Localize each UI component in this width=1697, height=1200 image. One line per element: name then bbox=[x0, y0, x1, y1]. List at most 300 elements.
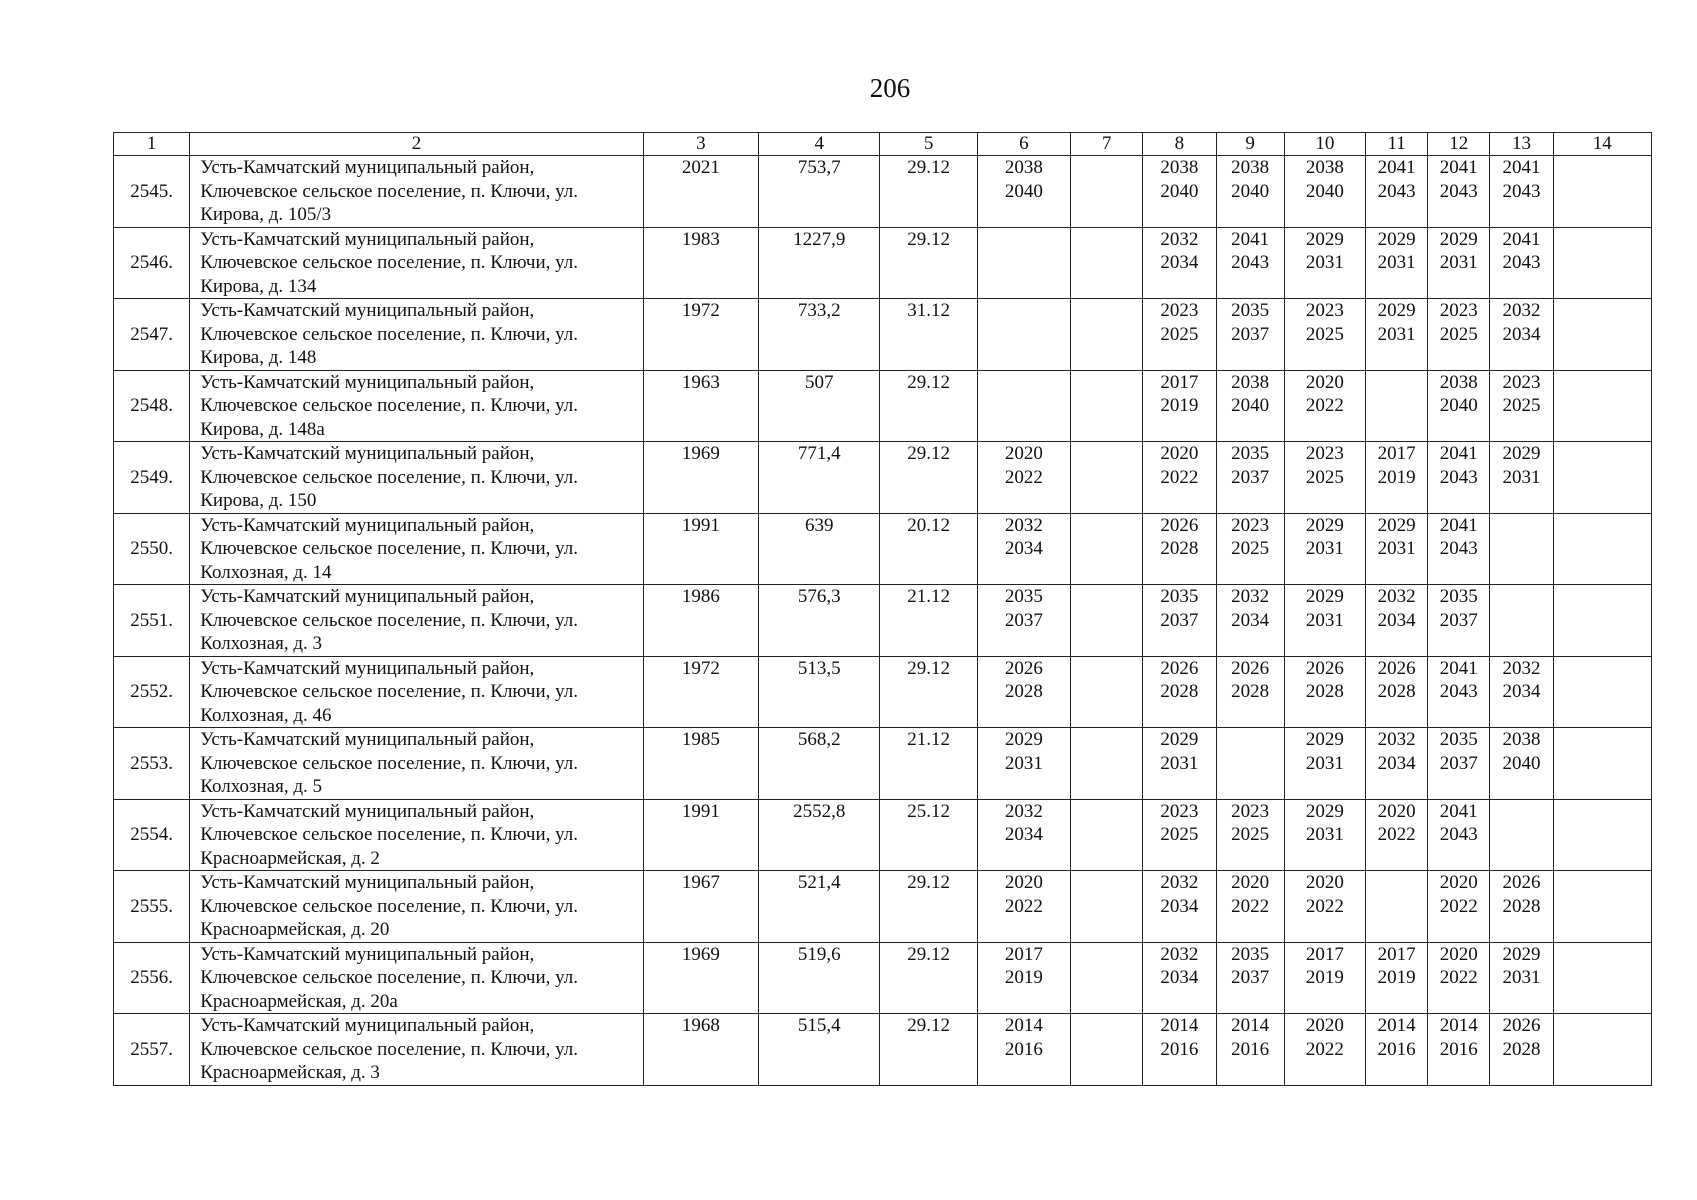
c12-line: 2037 bbox=[1439, 752, 1478, 774]
period-cell-c6 bbox=[977, 156, 1070, 228]
area-cell: 2552,8 bbox=[759, 799, 880, 871]
c8-line: 2028 bbox=[1160, 681, 1199, 702]
year-cell: 1969 bbox=[643, 442, 758, 514]
period-cell-c12 bbox=[1428, 513, 1490, 585]
area-cell: 576,3 bbox=[759, 585, 880, 657]
addr-line: Колхозная, д. 3 bbox=[200, 633, 322, 654]
date-cell: 25.12 bbox=[880, 799, 977, 871]
c11-line: 2041 bbox=[1377, 157, 1416, 178]
addr-line: Кирова, д. 148а bbox=[200, 418, 325, 440]
period-cell-c7 bbox=[1071, 942, 1143, 1014]
area-cell: 753,7 bbox=[759, 156, 880, 228]
address-cell bbox=[190, 370, 643, 442]
c8-line: 2031 bbox=[1160, 752, 1199, 774]
c6-line: 2019 bbox=[1004, 967, 1043, 988]
addr-line: Ключевское сельское поселение, п. Ключи, ул. bbox=[200, 395, 579, 416]
c11-line: 2029 bbox=[1377, 514, 1416, 536]
table-row bbox=[114, 442, 1652, 514]
addr-line: Усть-Камчатский муниципальный район, bbox=[200, 443, 535, 464]
period-cell-c6 bbox=[977, 728, 1070, 800]
c13-line: 2028 bbox=[1502, 1038, 1541, 1060]
address-cell bbox=[190, 299, 643, 371]
addr-line: Ключевское сельское поселение, п. Ключи, ул. bbox=[200, 323, 579, 345]
c10-line: 2025 bbox=[1305, 466, 1344, 488]
area-cell: 519,6 bbox=[759, 942, 880, 1014]
c6-line: 2037 bbox=[1004, 609, 1043, 631]
area-cell: 507 bbox=[759, 370, 880, 442]
area-cell: 521,4 bbox=[759, 871, 880, 943]
period-cell-c8 bbox=[1143, 227, 1216, 299]
period-cell-c6 bbox=[977, 1014, 1070, 1086]
c9-line: 2020 bbox=[1231, 872, 1270, 893]
c8-line: 2035 bbox=[1160, 586, 1199, 607]
c6-line: 2029 bbox=[1004, 729, 1043, 750]
table-row bbox=[114, 156, 1652, 228]
c12-line: 2041 bbox=[1439, 657, 1478, 679]
c12-line: 2035 bbox=[1439, 729, 1478, 750]
header-cell-2: 2 bbox=[190, 133, 643, 156]
period-cell-c8 bbox=[1143, 513, 1216, 585]
period-cell-c8 bbox=[1143, 156, 1216, 228]
address-cell bbox=[190, 799, 643, 871]
period-cell-c7 bbox=[1071, 227, 1143, 299]
date-cell: 29.12 bbox=[880, 156, 977, 228]
c8-line: 2026 bbox=[1160, 657, 1199, 679]
addr-line: Ключевское сельское поселение, п. Ключи, ул. bbox=[200, 609, 579, 631]
c8-line: 2034 bbox=[1160, 967, 1199, 988]
c10-line: 2022 bbox=[1305, 395, 1344, 416]
period-cell-c14 bbox=[1553, 156, 1651, 228]
c12-line: 2041 bbox=[1439, 514, 1478, 536]
period-cell-c8 bbox=[1143, 442, 1216, 514]
header-cell-6: 6 bbox=[977, 133, 1070, 156]
addr-line: Усть-Камчатский муниципальный район, bbox=[200, 514, 535, 536]
c9-line: 2028 bbox=[1231, 681, 1270, 702]
period-cell-c11 bbox=[1366, 799, 1428, 871]
c6-line: 2040 bbox=[1004, 180, 1043, 202]
period-cell-c13 bbox=[1490, 227, 1553, 299]
c10-line: 2031 bbox=[1305, 252, 1344, 273]
c9-line: 2025 bbox=[1231, 824, 1270, 845]
c12-line: 2037 bbox=[1439, 609, 1478, 631]
address-cell bbox=[190, 1014, 643, 1086]
c9-line: 2032 bbox=[1231, 586, 1270, 607]
c6-line: 2026 bbox=[1004, 657, 1043, 679]
period-cell-c12 bbox=[1428, 1014, 1490, 1086]
header-cell-12: 12 bbox=[1428, 133, 1490, 156]
address-cell bbox=[190, 585, 643, 657]
c9-line: 2038 bbox=[1231, 371, 1270, 393]
header-cell-11: 11 bbox=[1366, 133, 1428, 156]
period-cell-c11 bbox=[1366, 156, 1428, 228]
c9-line: 2035 bbox=[1231, 943, 1270, 965]
c12-line: 2043 bbox=[1439, 681, 1478, 702]
addr-line: Красноармейская, д. 2 bbox=[200, 847, 380, 869]
period-cell-c13 bbox=[1490, 585, 1553, 657]
period-cell-c14 bbox=[1553, 299, 1651, 371]
date-cell: 29.12 bbox=[880, 227, 977, 299]
row-number: 2551. bbox=[114, 585, 190, 657]
c10-line: 2031 bbox=[1305, 538, 1344, 559]
period-cell-c11 bbox=[1366, 370, 1428, 442]
address-cell bbox=[190, 871, 643, 943]
c12-line: 2031 bbox=[1439, 252, 1478, 273]
period-cell-c14 bbox=[1553, 942, 1651, 1014]
c8-line: 2019 bbox=[1160, 395, 1199, 416]
c9-line: 2040 bbox=[1231, 180, 1270, 202]
date-cell: 29.12 bbox=[880, 1014, 977, 1086]
year-cell: 1963 bbox=[643, 370, 758, 442]
c6-line: 2020 bbox=[1004, 872, 1043, 893]
c8-line: 2016 bbox=[1160, 1038, 1199, 1060]
header-cell-3: 3 bbox=[643, 133, 758, 156]
c11-line: 2032 bbox=[1377, 729, 1416, 750]
period-cell-c13 bbox=[1490, 299, 1553, 371]
date-cell: 21.12 bbox=[880, 585, 977, 657]
period-cell-c7 bbox=[1071, 871, 1143, 943]
c8-line: 2037 bbox=[1160, 609, 1199, 631]
c9-line: 2037 bbox=[1231, 967, 1270, 988]
c13-line: 2031 bbox=[1502, 967, 1541, 988]
period-cell-c14 bbox=[1553, 799, 1651, 871]
c9-line: 2035 bbox=[1231, 300, 1270, 321]
addr-line: Кирова, д. 134 bbox=[200, 275, 317, 297]
c12-line: 2035 bbox=[1439, 586, 1478, 607]
c6-line: 2028 bbox=[1004, 681, 1043, 702]
c8-line: 2032 bbox=[1160, 943, 1199, 965]
table-row bbox=[114, 799, 1652, 871]
addr-line: Усть-Камчатский муниципальный район, bbox=[200, 371, 535, 393]
c12-line: 2023 bbox=[1439, 300, 1478, 321]
c13-line: 2028 bbox=[1502, 895, 1541, 917]
period-cell-c6 bbox=[977, 656, 1070, 728]
period-cell-c10 bbox=[1284, 871, 1365, 943]
row-number: 2553. bbox=[114, 728, 190, 800]
c12-line: 2043 bbox=[1439, 180, 1478, 202]
date-cell: 29.12 bbox=[880, 871, 977, 943]
c6-line: 2035 bbox=[1004, 586, 1043, 607]
c8-line: 2028 bbox=[1160, 538, 1199, 559]
period-cell-c6 bbox=[977, 299, 1070, 371]
period-cell-c9 bbox=[1216, 942, 1284, 1014]
c11-line: 2014 bbox=[1377, 1015, 1416, 1036]
period-cell-c10 bbox=[1284, 585, 1365, 657]
c10-line: 2020 bbox=[1305, 872, 1344, 893]
year-cell: 1968 bbox=[643, 1014, 758, 1086]
addr-line: Ключевское сельское поселение, п. Ключи, ул. bbox=[200, 967, 579, 988]
c8-line: 2014 bbox=[1160, 1015, 1199, 1036]
addr-line: Кирова, д. 148 bbox=[200, 347, 317, 368]
period-cell-c8 bbox=[1143, 871, 1216, 943]
period-cell-c12 bbox=[1428, 942, 1490, 1014]
c6-line: 2034 bbox=[1004, 538, 1043, 559]
c6-line: 2038 bbox=[1004, 157, 1043, 178]
c10-line: 2029 bbox=[1305, 800, 1344, 822]
c11-line: 2019 bbox=[1377, 466, 1416, 488]
date-cell: 29.12 bbox=[880, 656, 977, 728]
period-cell-c10 bbox=[1284, 728, 1365, 800]
c10-line: 2025 bbox=[1305, 323, 1344, 345]
addr-line: Ключевское сельское поселение, п. Ключи, ул. bbox=[200, 681, 579, 702]
addr-line: Усть-Камчатский муниципальный район, bbox=[200, 657, 535, 679]
c8-line: 2032 bbox=[1160, 872, 1199, 893]
table-row bbox=[114, 1014, 1652, 1086]
c12-line: 2043 bbox=[1439, 538, 1478, 559]
header-cell-1: 1 bbox=[114, 133, 190, 156]
date-cell: 20.12 bbox=[880, 513, 977, 585]
c8-line: 2020 bbox=[1160, 443, 1199, 464]
c11-line: 2028 bbox=[1377, 681, 1416, 702]
c11-line: 2019 bbox=[1377, 967, 1416, 988]
c12-line: 2020 bbox=[1439, 872, 1478, 893]
period-cell-c6 bbox=[977, 871, 1070, 943]
period-cell-c7 bbox=[1071, 728, 1143, 800]
c11-line: 2031 bbox=[1377, 323, 1416, 345]
c12-line: 2022 bbox=[1439, 967, 1478, 988]
period-cell-c11 bbox=[1366, 656, 1428, 728]
period-cell-c10 bbox=[1284, 656, 1365, 728]
page-number: 206 bbox=[869, 73, 911, 103]
c12-line: 2016 bbox=[1439, 1038, 1478, 1060]
period-cell-c10 bbox=[1284, 299, 1365, 371]
row-number: 2557. bbox=[114, 1014, 190, 1086]
period-cell-c10 bbox=[1284, 513, 1365, 585]
period-cell-c13 bbox=[1490, 513, 1553, 585]
addr-line: Ключевское сельское поселение, п. Ключи, ул. bbox=[200, 538, 579, 559]
period-cell-c11 bbox=[1366, 585, 1428, 657]
c8-line: 2023 bbox=[1160, 300, 1199, 321]
c8-line: 2034 bbox=[1160, 895, 1199, 917]
area-cell: 639 bbox=[759, 513, 880, 585]
c10-line: 2022 bbox=[1305, 1038, 1344, 1060]
period-cell-c13 bbox=[1490, 442, 1553, 514]
table-row bbox=[114, 728, 1652, 800]
period-cell-c8 bbox=[1143, 942, 1216, 1014]
addr-line: Усть-Камчатский муниципальный район, bbox=[200, 586, 535, 607]
c6-line: 2032 bbox=[1004, 800, 1043, 822]
period-cell-c13 bbox=[1490, 799, 1553, 871]
c13-line: 2029 bbox=[1502, 443, 1541, 464]
area-cell: 513,5 bbox=[759, 656, 880, 728]
period-cell-c8 bbox=[1143, 728, 1216, 800]
period-cell-c11 bbox=[1366, 442, 1428, 514]
c12-line: 2038 bbox=[1439, 371, 1478, 393]
header-cell-13: 13 bbox=[1490, 133, 1553, 156]
period-cell-c10 bbox=[1284, 799, 1365, 871]
c9-line: 2016 bbox=[1231, 1038, 1270, 1060]
table-row bbox=[114, 299, 1652, 371]
addr-line: Ключевское сельское поселение, п. Ключи, ул. bbox=[200, 252, 579, 273]
c9-line: 2035 bbox=[1231, 443, 1270, 464]
period-cell-c9 bbox=[1216, 585, 1284, 657]
c8-line: 2023 bbox=[1160, 800, 1199, 822]
c10-line: 2022 bbox=[1305, 895, 1344, 917]
period-cell-c8 bbox=[1143, 656, 1216, 728]
period-cell-c9 bbox=[1216, 1014, 1284, 1086]
period-cell-c9 bbox=[1216, 871, 1284, 943]
address-cell bbox=[190, 227, 643, 299]
year-cell: 1991 bbox=[643, 513, 758, 585]
period-cell-c11 bbox=[1366, 728, 1428, 800]
c12-line: 2029 bbox=[1439, 228, 1478, 250]
header-cell-10: 10 bbox=[1284, 133, 1365, 156]
c8-line: 2022 bbox=[1160, 466, 1199, 488]
period-cell-c8 bbox=[1143, 370, 1216, 442]
c6-line: 2014 bbox=[1004, 1015, 1043, 1036]
addr-line: Колхозная, д. 46 bbox=[200, 704, 332, 726]
period-cell-c7 bbox=[1071, 299, 1143, 371]
period-cell-c12 bbox=[1428, 370, 1490, 442]
period-cell-c7 bbox=[1071, 370, 1143, 442]
period-cell-c12 bbox=[1428, 227, 1490, 299]
c9-line: 2037 bbox=[1231, 323, 1270, 345]
c12-line: 2025 bbox=[1439, 323, 1478, 345]
c13-line: 2023 bbox=[1502, 371, 1541, 393]
c10-line: 2031 bbox=[1305, 609, 1344, 631]
c8-line: 2032 bbox=[1160, 228, 1199, 250]
addr-line: Усть-Камчатский муниципальный район, bbox=[200, 1015, 535, 1036]
address-cell bbox=[190, 728, 643, 800]
address-cell bbox=[190, 656, 643, 728]
period-cell-c6 bbox=[977, 942, 1070, 1014]
addr-line: Красноармейская, д. 20 bbox=[200, 919, 390, 940]
c12-line: 2014 bbox=[1439, 1015, 1478, 1036]
period-cell-c6 bbox=[977, 442, 1070, 514]
year-cell: 1972 bbox=[643, 656, 758, 728]
header-cell-8: 8 bbox=[1143, 133, 1216, 156]
c10-line: 2029 bbox=[1305, 586, 1344, 607]
c11-line: 2022 bbox=[1377, 824, 1416, 845]
c9-line: 2041 bbox=[1231, 228, 1270, 250]
period-cell-c9 bbox=[1216, 227, 1284, 299]
c10-line: 2019 bbox=[1305, 967, 1344, 988]
period-cell-c13 bbox=[1490, 370, 1553, 442]
period-cell-c9 bbox=[1216, 656, 1284, 728]
period-cell-c13 bbox=[1490, 728, 1553, 800]
period-cell-c12 bbox=[1428, 442, 1490, 514]
period-cell-c7 bbox=[1071, 513, 1143, 585]
c13-line: 2026 bbox=[1502, 1015, 1541, 1036]
period-cell-c11 bbox=[1366, 227, 1428, 299]
c13-line: 2032 bbox=[1502, 300, 1541, 321]
period-cell-c8 bbox=[1143, 799, 1216, 871]
c10-line: 2017 bbox=[1305, 943, 1344, 965]
c8-line: 2025 bbox=[1160, 824, 1199, 845]
table-row bbox=[114, 942, 1652, 1014]
c12-line: 2043 bbox=[1439, 466, 1478, 488]
c13-line: 2025 bbox=[1502, 395, 1541, 416]
c13-line: 2041 bbox=[1502, 157, 1541, 178]
area-cell: 568,2 bbox=[759, 728, 880, 800]
c10-line: 2029 bbox=[1305, 514, 1344, 536]
c13-line: 2040 bbox=[1502, 752, 1541, 774]
date-cell: 29.12 bbox=[880, 442, 977, 514]
c11-line: 2034 bbox=[1377, 609, 1416, 631]
period-cell-c14 bbox=[1553, 728, 1651, 800]
period-cell-c6 bbox=[977, 585, 1070, 657]
period-cell-c10 bbox=[1284, 227, 1365, 299]
c10-line: 2028 bbox=[1305, 681, 1344, 702]
period-cell-c12 bbox=[1428, 728, 1490, 800]
header-cell-7: 7 bbox=[1071, 133, 1143, 156]
c13-line: 2038 bbox=[1502, 729, 1541, 750]
period-cell-c9 bbox=[1216, 728, 1284, 800]
c8-line: 2017 bbox=[1160, 371, 1199, 393]
c11-line: 2020 bbox=[1377, 800, 1416, 822]
c11-line: 2031 bbox=[1377, 538, 1416, 559]
addr-line: Усть-Камчатский муниципальный район, bbox=[200, 729, 535, 750]
c11-line: 2026 bbox=[1377, 657, 1416, 679]
header-cell-5: 5 bbox=[880, 133, 977, 156]
addr-line: Усть-Камчатский муниципальный район, bbox=[200, 872, 535, 893]
year-cell: 1983 bbox=[643, 227, 758, 299]
addr-line: Ключевское сельское поселение, п. Ключи, ул. bbox=[200, 752, 579, 774]
c9-line: 2014 bbox=[1231, 1015, 1270, 1036]
addr-line: Усть-Камчатский муниципальный район, bbox=[200, 800, 535, 822]
c11-line: 2017 bbox=[1377, 943, 1416, 965]
date-cell: 31.12 bbox=[880, 299, 977, 371]
year-cell: 1967 bbox=[643, 871, 758, 943]
year-cell: 2021 bbox=[643, 156, 758, 228]
header-cell-4: 4 bbox=[759, 133, 880, 156]
period-cell-c13 bbox=[1490, 1014, 1553, 1086]
c10-line: 2029 bbox=[1305, 228, 1344, 250]
c11-line: 2034 bbox=[1377, 752, 1416, 774]
period-cell-c11 bbox=[1366, 513, 1428, 585]
c12-line: 2022 bbox=[1439, 895, 1478, 917]
date-cell: 29.12 bbox=[880, 370, 977, 442]
c9-line: 2023 bbox=[1231, 800, 1270, 822]
addr-line: Красноармейская, д. 3 bbox=[200, 1062, 380, 1083]
c10-line: 2040 bbox=[1305, 180, 1344, 202]
c6-line: 2016 bbox=[1004, 1038, 1043, 1060]
addr-line: Усть-Камчатский муниципальный район, bbox=[200, 228, 535, 250]
addr-line: Усть-Камчатский муниципальный район, bbox=[200, 300, 535, 321]
period-cell-c6 bbox=[977, 370, 1070, 442]
period-cell-c14 bbox=[1553, 871, 1651, 943]
period-cell-c8 bbox=[1143, 1014, 1216, 1086]
row-number: 2547. bbox=[114, 299, 190, 371]
c6-line: 2022 bbox=[1004, 466, 1043, 488]
c11-line: 2032 bbox=[1377, 586, 1416, 607]
period-cell-c10 bbox=[1284, 942, 1365, 1014]
c10-line: 2031 bbox=[1305, 752, 1344, 774]
header-row bbox=[114, 133, 1652, 156]
c13-line: 2041 bbox=[1502, 228, 1541, 250]
addr-line: Красноармейская, д. 20а bbox=[200, 990, 398, 1012]
address-cell bbox=[190, 513, 643, 585]
period-cell-c11 bbox=[1366, 871, 1428, 943]
period-cell-c10 bbox=[1284, 1014, 1365, 1086]
period-cell-c14 bbox=[1553, 585, 1651, 657]
period-cell-c11 bbox=[1366, 1014, 1428, 1086]
period-cell-c9 bbox=[1216, 513, 1284, 585]
year-cell: 1991 bbox=[643, 799, 758, 871]
c6-line: 2031 bbox=[1004, 752, 1043, 774]
row-number: 2546. bbox=[114, 227, 190, 299]
c6-line: 2032 bbox=[1004, 514, 1043, 536]
c8-line: 2025 bbox=[1160, 323, 1199, 345]
period-cell-c6 bbox=[977, 227, 1070, 299]
c13-line: 2043 bbox=[1502, 252, 1541, 273]
area-cell: 771,4 bbox=[759, 442, 880, 514]
addr-line: Ключевское сельское поселение, п. Ключи, ул. bbox=[200, 895, 579, 917]
period-cell-c11 bbox=[1366, 942, 1428, 1014]
c10-line: 2020 bbox=[1305, 1015, 1344, 1036]
c12-line: 2040 bbox=[1439, 395, 1478, 416]
table-row bbox=[114, 871, 1652, 943]
table-row bbox=[114, 585, 1652, 657]
